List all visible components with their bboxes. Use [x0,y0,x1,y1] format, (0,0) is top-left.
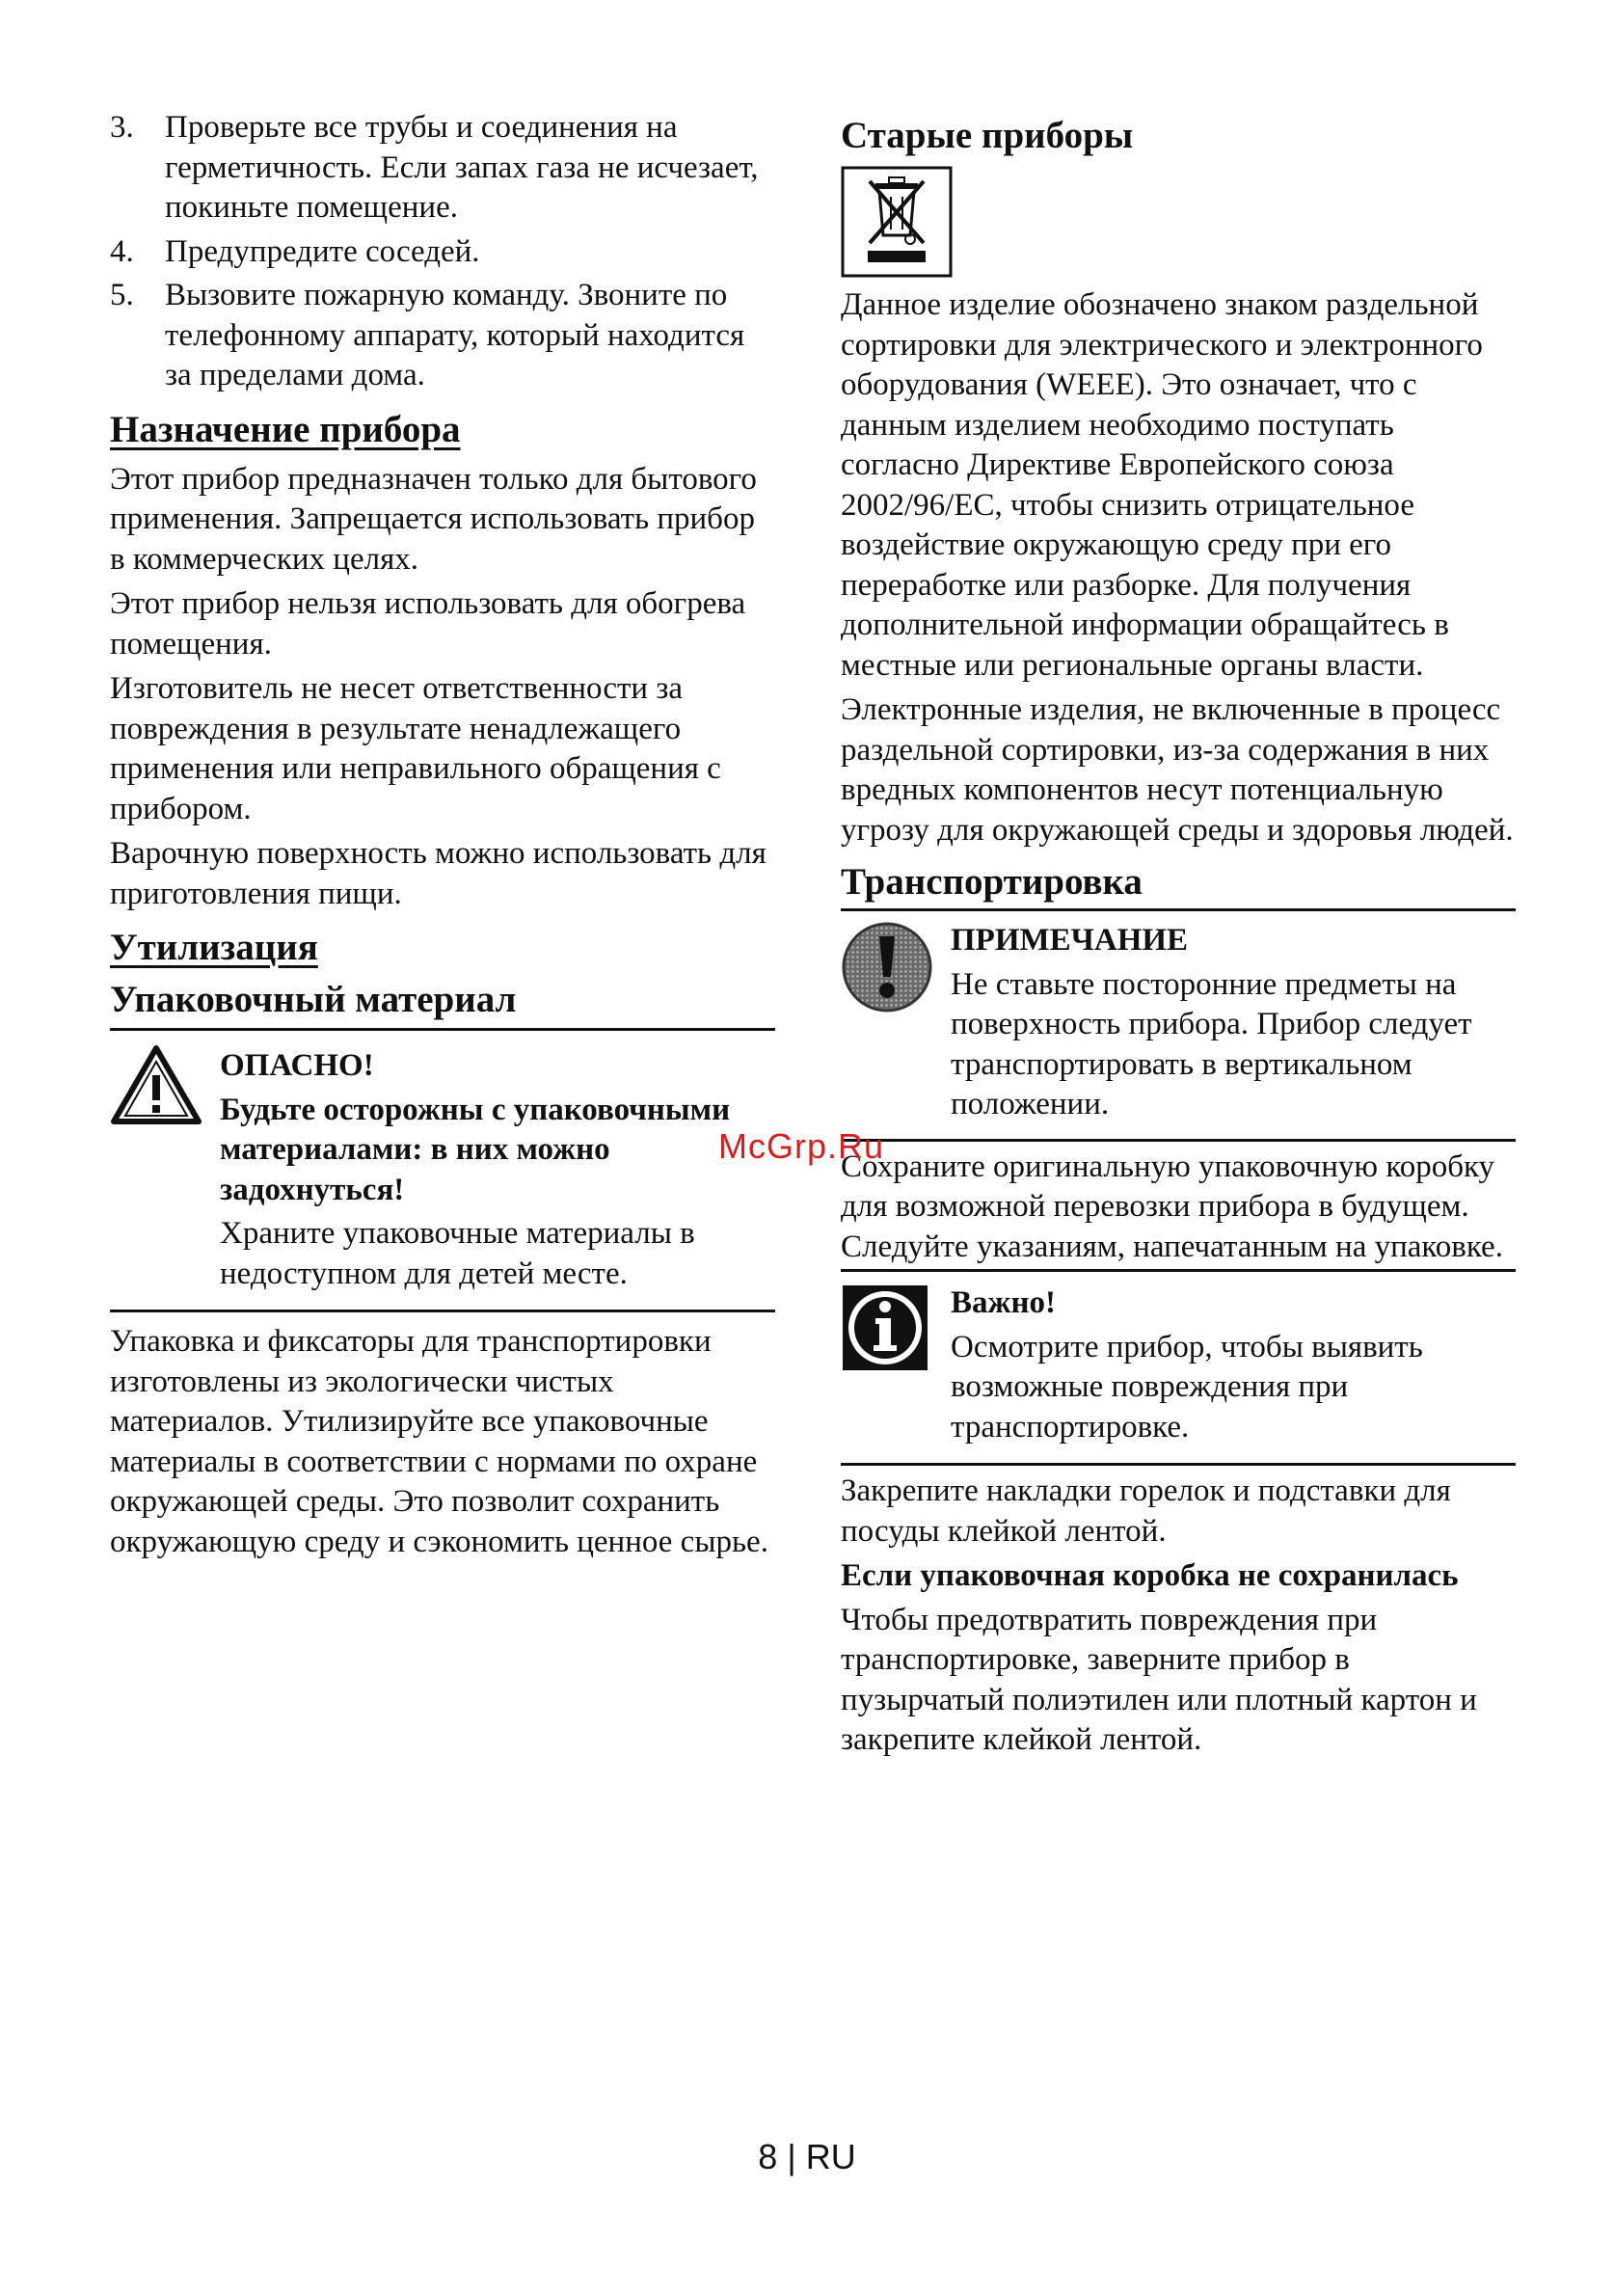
emergency-steps [110,108,775,396]
purpose-heading: Назначение прибора [110,408,461,450]
danger-text: Храните упаковочные материалы в недоступном для детей месте. [220,1216,695,1291]
footer-language: RU [805,2137,856,2176]
note-label: ПРИМЕЧАНИЕ [951,923,1189,958]
exclamation-circle-icon [841,921,933,1013]
packaging-paragraph: Упаковка и фиксаторы для транспортировки изготовлены из экологически чистых материалов. Утилизируйте все упаковочные материалы в соответствии с нормами по охране окружающей среды. Это позволит сохранить окружающую среду и сэкономить ценное сырье. [110,1324,768,1559]
packaging-heading: Упаковочный материал [110,976,775,1031]
weee-bin-icon [841,166,953,278]
list-item [110,232,775,273]
important-label: Важно! [951,1285,1056,1320]
disposal-heading: Утилизация [110,927,318,968]
keep-box-paragraph: Сохраните оригинальную упаковочную коробку для возможной перевозки прибора в будущем. Следуйте указаниям, напечатанным на упаковке. [841,1148,1516,1273]
right-column [841,108,1516,1761]
purpose-paragraph: Варочную поверхность можно использовать для приготовления пищи. [110,836,767,911]
step-text: Проверьте все трубы и соединения на герметичность. Если запах газа не исчезает, покиньте помещение. [165,110,759,225]
left-column [110,108,775,1562]
danger-content [220,1046,775,1294]
important-box [841,1272,1516,1466]
list-item [110,276,775,396]
page-number: 8 [758,2137,778,2176]
weee-paragraph: Электронные изделия, не включенные в процесс раздельной сортировки, из-за содержания в них вредных компонентов несут потенциальную угрозу для окружающей среды и здоровья людей. [841,692,1514,848]
step-number: 4. [110,233,134,269]
step-text: Предупредите соседей. [165,233,480,269]
transport-heading: Транспортировка [841,858,1516,911]
important-text: Осмотрите прибор, чтобы выявить возможные повреждения при транспортировке. [951,1329,1423,1445]
purpose-paragraph: Этот прибор предназначен только для бытового применения. Запрещается использовать прибор в коммерческих целях. [110,461,757,577]
old-devices-heading: Старые приборы [841,115,1134,156]
note-text: Не ставьте посторонние предметы на поверхность прибора. Прибор следует транспортировать в вертикальном положении. [951,966,1472,1121]
purpose-paragraph: Этот прибор нельзя использовать для обогрева помещения. [110,586,746,662]
note-box [841,911,1516,1142]
important-content [951,1283,1516,1447]
weee-paragraph: Данное изделие обозначено знаком раздельной сортировки для электрического и электронного оборудования (WEEE). Это означает, что с данным изделием необходимо поступать согласно Директиве Европейского союза 2002/96/EC, чтобы снизить отрицательное воздействие окружающую среду при его переработке или разборке. Для получения дополнительной информации обращайтесь в местные или региональные органы власти. [841,287,1483,683]
list-item [110,108,775,229]
page-footer [0,2137,1614,2177]
purpose-paragraph: Изготовитель не несет ответственности за повреждения в результате ненадлежащего применения или неправильного обращения с прибором. [110,671,721,826]
danger-box [110,1031,775,1312]
info-icon [841,1283,929,1372]
danger-bold-text: Будьте осторожны с упаковочными материалами: в них можно задохнуться! [220,1092,731,1207]
secure-paragraph: Закрепите накладки горелок и подставки для посуды клейкой лентой. [841,1473,1451,1549]
step-text: Вызовите пожарную команду. Звоните по телефонному аппарату, который находится за пределами дома. [165,278,745,392]
note-content [951,921,1516,1125]
warning-triangle-icon [110,1044,202,1125]
step-number: 5. [110,278,134,312]
no-box-paragraph: Чтобы предотвратить повреждения при транспортировке, заверните прибор в пузырчатый полиэтилен или плотный картон и закрепите клейкой лентой. [841,1602,1477,1757]
watermark: McGrp.Ru [718,1126,885,1166]
step-number: 3. [110,110,134,145]
no-box-heading: Если упаковочная коробка не сохранилась [841,1558,1459,1593]
danger-label: ОПАСНО! [220,1048,374,1083]
footer-separator: | [787,2137,796,2176]
